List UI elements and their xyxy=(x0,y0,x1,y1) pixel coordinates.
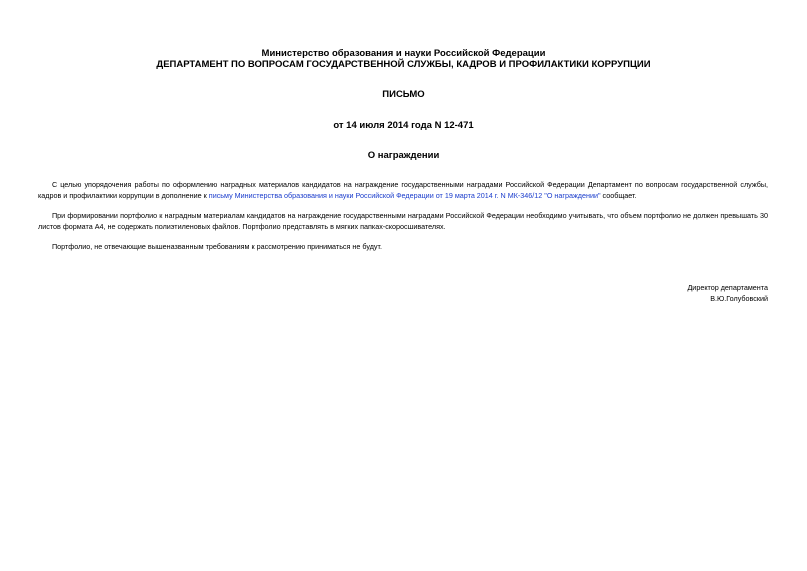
paragraph-1-text-end: сообщает. xyxy=(600,191,637,200)
paragraph-1 xyxy=(38,179,768,201)
paragraph-3 xyxy=(38,241,768,252)
paragraph-3-text: Портфолио, не отвечающие вышеназванным требованиям к рассмотрению приниматься не будут. xyxy=(52,242,382,251)
signatory-name: В.Ю.Голубовский xyxy=(710,294,768,303)
ministry-name: Министерство образования и науки Российской Федерации xyxy=(261,48,546,59)
document-kind: ПИСЬМО xyxy=(382,89,425,100)
referenced-letter-link[interactable]: письму Министерства образования и науки Российской Федерации от 19 марта 2014 г. N МК-346/12 "О награждении" xyxy=(208,191,601,200)
paragraph-2 xyxy=(38,210,768,232)
department-name: ДЕПАРТАМЕНТ ПО ВОПРОСАМ ГОСУДАРСТВЕННОЙ СЛУЖБЫ, КАДРОВ И ПРОФИЛАКТИКИ КОРРУПЦИИ xyxy=(156,59,651,70)
paragraph-1-text-start: С целью упорядочения работы по оформлению наградных материалов кандидатов на награждение государственными наградами Российской Федерации Департамент по вопросам государственной службы, кадров и профилактики коррупции в дополнение к xyxy=(38,180,768,200)
document-date-number: от 14 июля 2014 года N 12-471 xyxy=(333,120,474,131)
document-subject: О награждении xyxy=(367,150,440,161)
signatory-title: Директор департамента xyxy=(687,283,768,292)
paragraph-2-text: При формировании портфолио к наградным материалам кандидатов на награждение государственными наградами Российской Федерации необходимо учитывать, что объем портфолио не должен превышать 30 листов формата А4, не содержать полиэтиленовых файлов. Портфолио представлять в мягких папках-скоросшивателях. xyxy=(38,211,768,231)
